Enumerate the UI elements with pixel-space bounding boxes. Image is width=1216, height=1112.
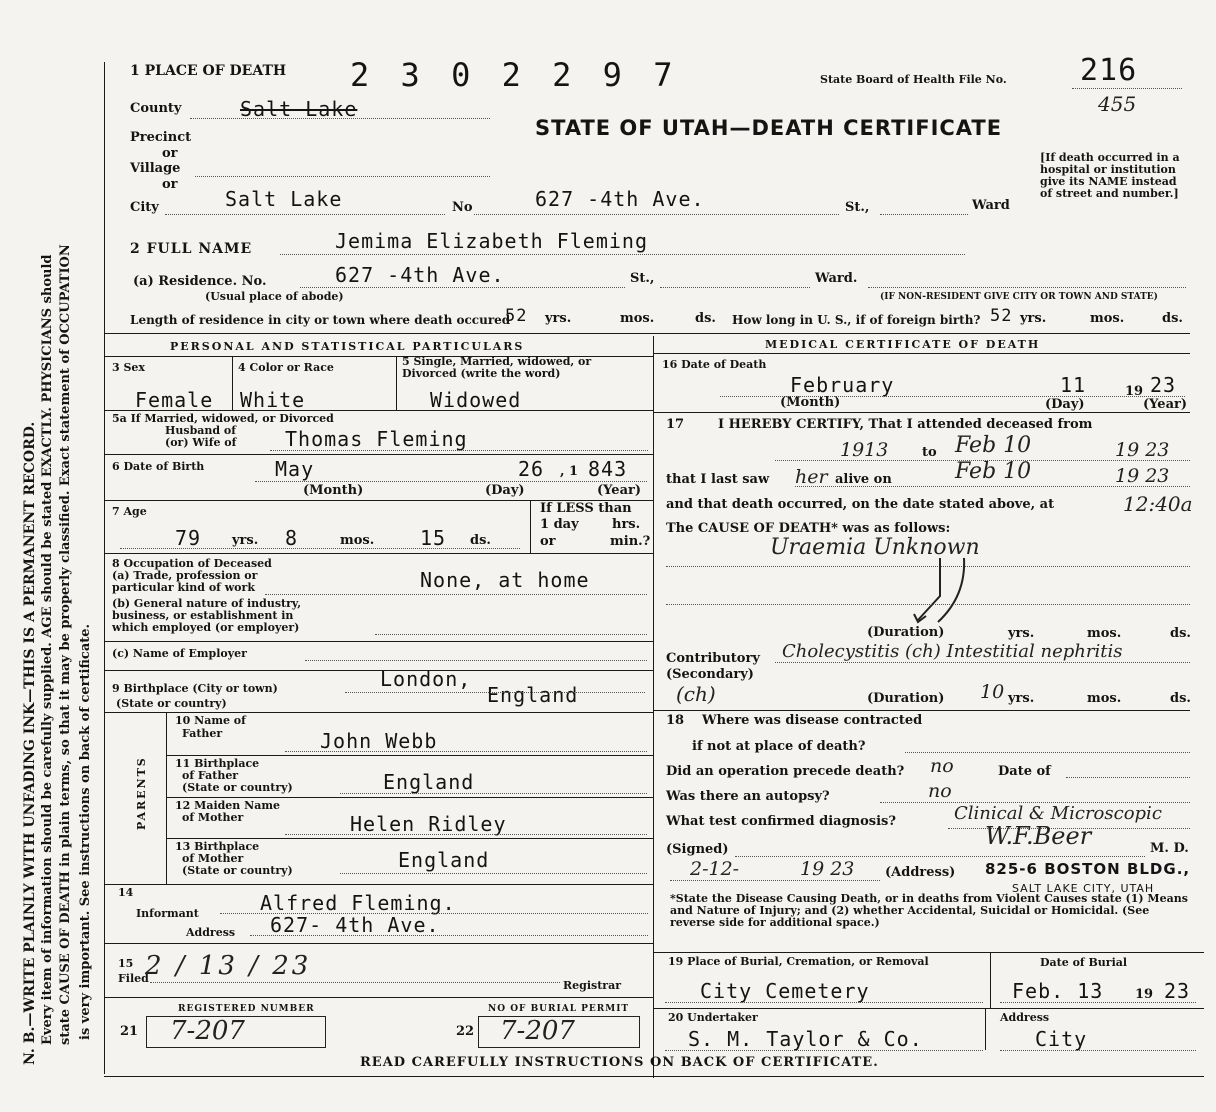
informant-name: Alfred Fleming.	[260, 891, 456, 915]
center-divider	[653, 336, 654, 1078]
physician-city: SALT LAKE CITY, UTAH	[1012, 882, 1155, 895]
last-seen-year: 19 23	[1115, 465, 1170, 487]
physician-signature: W.F.Beer	[985, 822, 1092, 850]
informant-address: 627- 4th Ave.	[270, 913, 440, 937]
county-label: County	[130, 101, 182, 116]
frame-bottom	[104, 1076, 1204, 1077]
attended-to-year: 19 23	[1115, 439, 1170, 461]
city-label: City	[130, 200, 159, 215]
age-days: 15	[420, 526, 447, 550]
pronoun: her	[795, 466, 828, 488]
county-value: Salt Lake	[240, 97, 358, 121]
medical-heading: MEDICAL CERTIFICATE OF DEATH	[765, 338, 1041, 351]
cause-label: The CAUSE OF DEATH* was as follows:	[666, 521, 951, 536]
cause-footnote: *State the Disease Causing Death, or in deaths from Violent Causes state (1) Means and Nature of Injury; and (2) whether Accidental, Suicidal or Homicidal. (See reverse side for additional space.)	[670, 892, 1188, 929]
full-name-label: 2 FULL NAME	[130, 241, 253, 257]
death-month: February	[790, 373, 895, 397]
certify-statement: I HEREBY CERTIFY, That I attended deceased from	[718, 417, 1093, 432]
nonresident-note: (IF NON-RESIDENT GIVE CITY OR TOWN AND STATE)	[880, 292, 1158, 302]
death-certificate: N. B.—WRITE PLAINLY WITH UNFADING INK—THIS IS A PERMANENT RECORD. Every item of information should be carefully supplied. AGE should be stated EXACTLY. PHYSICIANS should state CAUSE OF DEATH in plain terms, so that it may be properly classified. Exact statement of OCCUPATION is very important. See instructions on back of certificate. 1 PLACE OF DEATH 2 3 0 2 2 9 7 State Board of Health File No. 216 455 STATE OF UTAH—DEATH CERTIFICATE [If death occurred in a hospital or institution give its NAME instead of street and number.] County Salt Lake Precinct or Village or City Salt Lake No 627 -4th Ave. St., Ward 2 FULL NAME Jemima Elizabeth Fleming (a) Residence. No. 627 -4th Ave. St., Ward. (Usual place of abode) (IF NON-RESIDENT GIVE CITY OR TOWN AND STATE) Length of residence in city or town where death occured 52 yrs. mos. ds. How long in U. S., if of foreign birth? 52 yrs. mos. ds. PERSONAL AND STATISTICAL PARTICULARS 3 Sex Female 4 Color or Race White 5 Single, Married, widowed, or Divorced (write the word) Widowed 5a If Married, widowed, or Divorced Husband of (or) Wife of Thomas Fleming 6 Date of Birth May 26 , 1 843 (Month) (Day) (Year) 7 Age 79 yrs. 8 mos. 15 ds. If LESS than 1 day hrs. or min.? 8 Occupation of Deceased (a) Trade, profession or particular kind of work None, at home (b) General nature of industry, business, or establishment in which employed (or employer) (c) Name of Employer 9 Birthplace (City or town) (State or country) London, England PARENTS 10 Name of Father John Webb 11 Birthplace of Father (State or country) England 12 Maiden Name of Mother Helen Ridley 13 Birthplace of Mother (State or country) England 14 Alfred Fleming. Informant Address 627- 4th Ave. 15 Filed 2 / 13 / 23 Registrar REGISTERED NUMBER NO OF BURIAL PERMIT 21 7-207 22 7-207 MEDICAL CERTIFICATE OF DEATH 16 Date of Death February 11 19 23 (Month) (Day) (Year) 17 I HEREBY CERTIFY, That I attended deceased from 1913 to Feb 10 19 23 that I last saw her alive on Feb 10 19 23 and that death occurred, on the date stated above, at 12:40a The CAUSE OF DEATH* was as follows: Uraemia Unknown (Duration) yrs. mos. ds. Contributory (Secondary) Cholecystitis (ch) Intestitial nephritis (ch) (Duration) 10 yrs. mos. ds. 18 Where was disease contracted if not at place of death? Did an operation precede death? no Date of Was there an autopsy? no What test confirmed diagnosis? Clinical & Microscopic (Signed) W.F.Beer M. D. 2-12- 19 23 (Address) 825-6 BOSTON BLDG., SALT LAKE CITY, UTAH *State the Disease Causing Death, or in deaths from Violent Causes state (1) Means and Nature of Injury; and (2) whether Accidental, Suicidal or Homicidal. (See reverse side for additional space.) 19 Place of Burial, Cremation, or Removal City Cemetery Date of Burial Feb. 13 19 23 20 Undertaker S. M. Taylor & Co. Address City READ CAREFULLY INSTRUCTIONS ON BACK OF CERTIFICATE.	[0, 0, 1216, 1112]
time-of-death: 12:40a	[1123, 492, 1193, 516]
village-label: Village	[130, 161, 181, 176]
sex-value: Female	[135, 388, 214, 412]
parents-label: PARENTS	[135, 756, 148, 830]
us-years: 52	[990, 306, 1013, 326]
burial-place: City Cemetery	[700, 979, 870, 1003]
file-number-label: State Board of Health File No.	[820, 73, 1007, 86]
signed-date: 2-12-	[690, 858, 740, 880]
undertaker-address: City	[1035, 1027, 1088, 1051]
side-instruction-1: N. B.—WRITE PLAINLY WITH UNFADING INK—THIS IS A PERMANENT RECORD.	[22, 421, 38, 1065]
length-years: 52	[505, 306, 528, 326]
cause-of-death: Uraemia Unknown	[770, 535, 980, 560]
contributory-cause: Cholecystitis (ch) Intestitial nephritis	[782, 641, 1123, 662]
street-value: 627 -4th Ave.	[535, 187, 705, 211]
operation-answer: no	[930, 755, 954, 777]
test-answer: Clinical & Microscopic	[954, 803, 1162, 824]
city-value: Salt Lake	[225, 187, 343, 211]
age-years: 79	[175, 526, 202, 550]
side-instruction-3: state CAUSE OF DEATH in plain terms, so that it may be properly classified. Exact statement of OCCUPATION	[58, 244, 73, 1045]
length-residence-label: Length of residence in city or town where death occured	[130, 313, 511, 327]
dob-day: 26	[518, 457, 545, 481]
contributory-duration: 10	[980, 681, 1005, 703]
mother-birthplace: England	[398, 848, 490, 872]
footer-instructions: READ CAREFULLY INSTRUCTIONS ON BACK OF CERTIFICATE.	[360, 1055, 879, 1070]
birth-country: England	[487, 683, 579, 707]
personal-heading: PERSONAL AND STATISTICAL PARTICULARS	[170, 340, 525, 353]
mother-name: Helen Ridley	[350, 812, 507, 836]
file-sub-number: 455	[1098, 92, 1137, 116]
burial-date: Feb. 13	[1012, 979, 1104, 1003]
hospital-note: [If death occurred in a hospital or institution give its NAME instead of street and number.]	[1040, 151, 1180, 200]
attended-to: Feb 10	[955, 433, 1032, 458]
spouse-value: Thomas Fleming	[285, 427, 468, 451]
side-instruction-4: is very important. See instructions on back of certificate.	[78, 623, 93, 1040]
residence-value: 627 -4th Ave.	[335, 263, 505, 287]
burial-year: 23	[1164, 979, 1191, 1003]
father-name: John Webb	[320, 729, 438, 753]
us-residence-label: How long in U. S., if of foreign birth?	[732, 313, 981, 327]
death-day: 11	[1060, 373, 1087, 397]
full-name-value: Jemima Elizabeth Fleming	[335, 229, 648, 253]
last-seen-date: Feb 10	[955, 459, 1032, 484]
occupation-value: None, at home	[420, 568, 590, 592]
residence-label: (a) Residence. No.	[133, 274, 267, 289]
father-birthplace: England	[383, 770, 475, 794]
contributory-cause-ch: (ch)	[676, 682, 716, 706]
handwritten-arrow	[900, 556, 980, 628]
attended-from: 1913	[840, 439, 889, 461]
dob-month: May	[275, 457, 315, 481]
registered-number: 7-207	[170, 1016, 245, 1046]
physician-address: 825-6 BOSTON BLDG.,	[985, 860, 1191, 878]
marital-value: Widowed	[430, 388, 522, 412]
place-of-death-label: 1 PLACE OF DEATH	[130, 63, 287, 79]
certificate-number: 2 3 0 2 2 9 7	[350, 56, 679, 94]
autopsy-answer: no	[928, 780, 952, 802]
file-number: 216	[1080, 53, 1138, 88]
frame-left	[104, 62, 105, 1074]
signed-year: 19 23	[800, 858, 855, 880]
age-months: 8	[285, 526, 299, 550]
death-year: 23	[1150, 373, 1177, 397]
disease-contracted-label: Where was disease contracted	[702, 713, 923, 728]
abode-note: (Usual place of abode)	[205, 290, 344, 303]
birth-city: London,	[380, 667, 472, 691]
filed-date: 2 / 13 / 23	[145, 951, 312, 981]
burial-permit-number: 7-207	[500, 1016, 575, 1046]
undertaker-name: S. M. Taylor & Co.	[688, 1027, 923, 1051]
dob-year: 843	[588, 457, 628, 481]
certificate-title: STATE OF UTAH—DEATH CERTIFICATE	[535, 116, 1003, 140]
side-instruction-2: Every item of information should be carefully supplied. AGE should be stated EXACTLY. PHYSICIANS should	[40, 254, 55, 1045]
section-divider	[104, 333, 1190, 334]
precinct-label: Precinct	[130, 130, 192, 145]
color-value: White	[240, 388, 306, 412]
occurred-statement: and that death occurred, on the date stated above, at	[666, 497, 1055, 512]
